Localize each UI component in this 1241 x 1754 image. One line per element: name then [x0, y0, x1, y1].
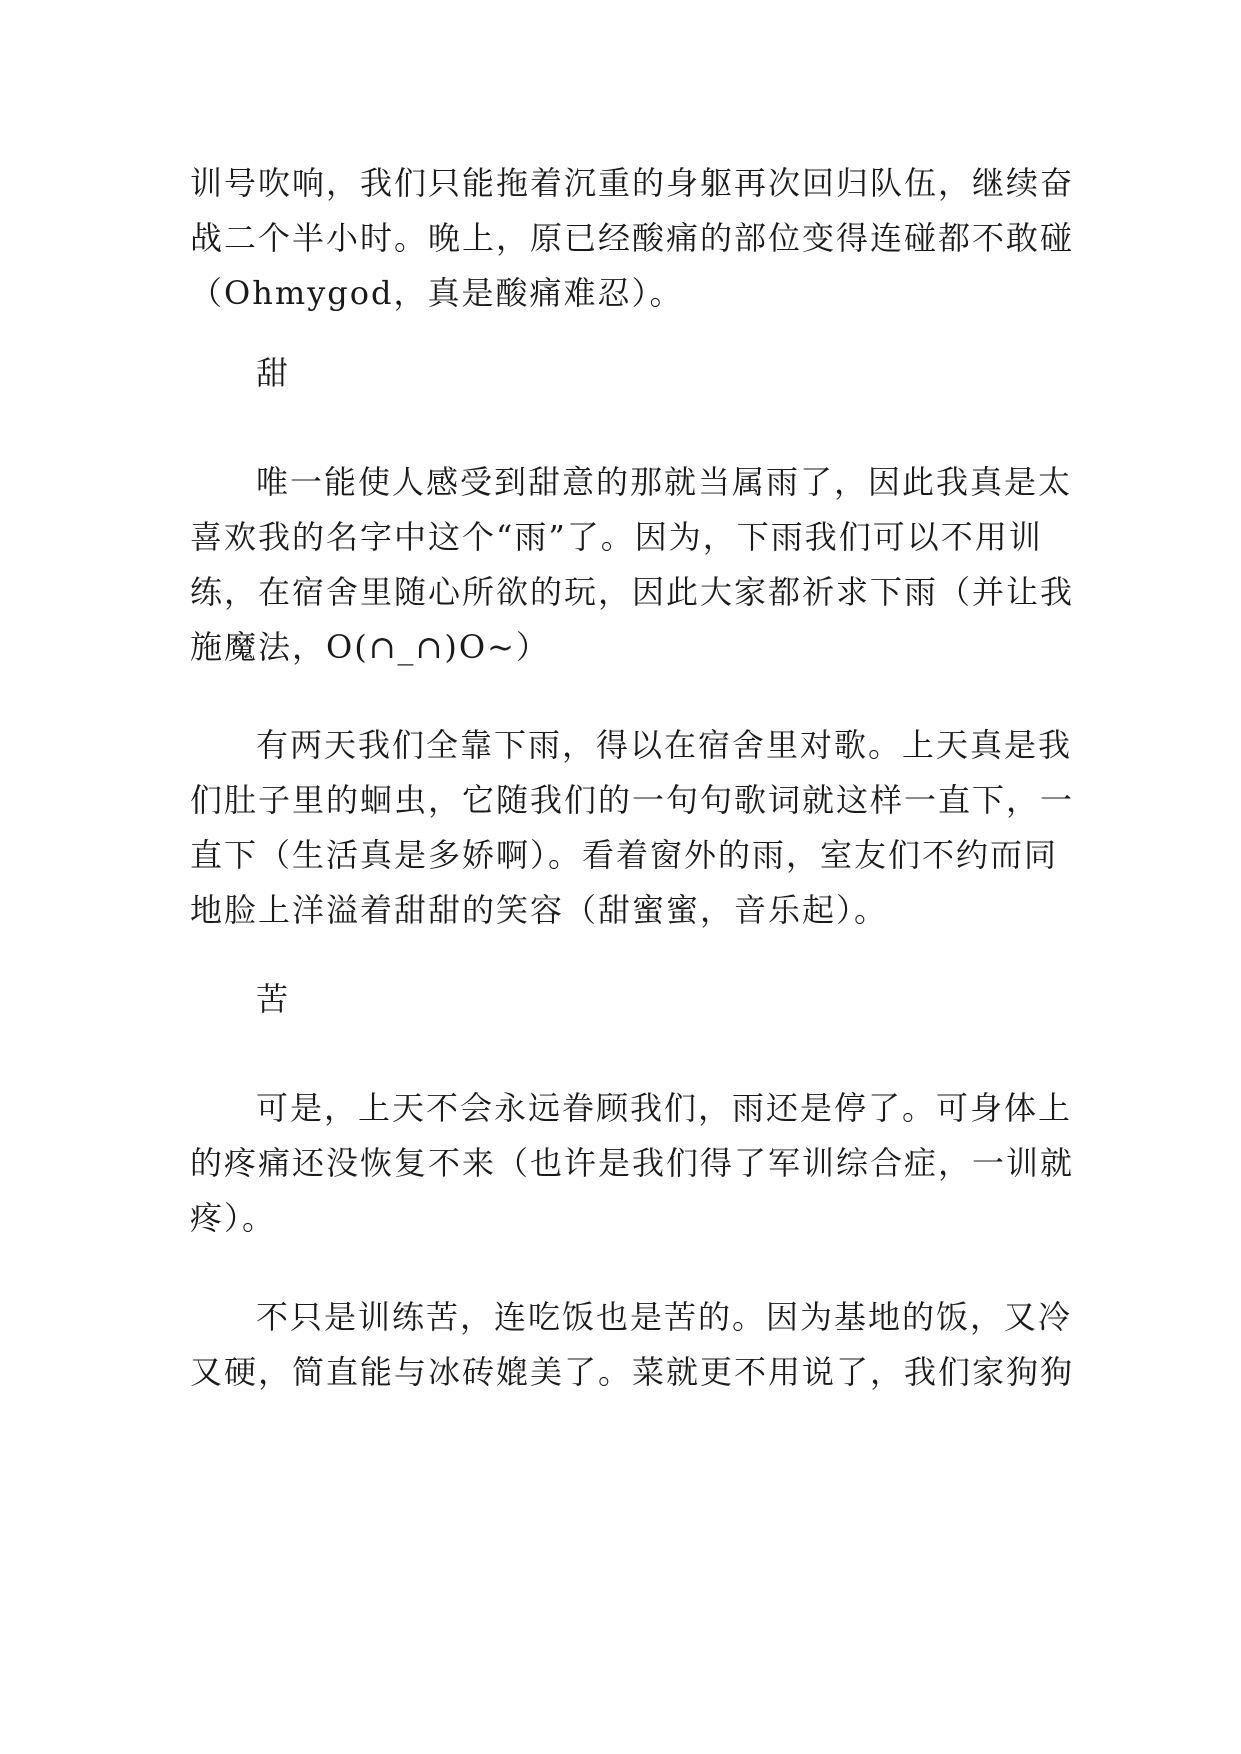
paragraph-line: 唯一能使人感受到甜意的那就当属雨了，因此我真是太 — [256, 463, 1073, 501]
section-heading: 甜 — [256, 354, 291, 392]
paragraph-5 — [190, 1290, 1075, 1400]
paragraph-line: 直下（生活真是多娇啊）。看着窗外的雨，室友们不约而同 — [190, 836, 1059, 874]
paragraph-line: 战二个半小时。晚上，原已经酸痛的部位变得连碰都不敢碰 — [190, 219, 1075, 257]
section-heading-sweet — [190, 346, 1052, 401]
paragraph-2 — [190, 455, 1075, 675]
paragraph-line: 训号吹响，我们只能拖着沉重的身躯再次回归队伍，继续奋 — [190, 164, 1075, 202]
paragraph-line: 疼）。 — [190, 1199, 277, 1237]
paragraph-line: 施魔法，O(∩_∩)O~） — [190, 628, 550, 666]
paragraph-line: 可是，上天不会永远眷顾我们，雨还是停了。可身体上 — [256, 1089, 1073, 1127]
paragraph-4 — [190, 1081, 1075, 1246]
section-heading-bitter — [190, 972, 1052, 1027]
paragraph-line: 地脸上洋溢着甜甜的笑容（甜蜜蜜，音乐起）。 — [190, 891, 889, 929]
paragraph-line: 练，在宿舍里随心所欲的玩，因此大家都祈求下雨（并让我 — [190, 573, 1075, 611]
paragraph-line: （Ohmygod，真是酸痛难忍）。 — [190, 274, 684, 312]
paragraph-line: 喜欢我的名字中这个“雨”了。因为，下雨我们可以不用训 — [190, 518, 1043, 556]
paragraph-line: 又硬，简直能与冰砖媲美了。菜就更不用说了，我们家狗狗 — [190, 1353, 1075, 1391]
paragraph-line: 的疼痛还没恢复不来（也许是我们得了军训综合症，一训就 — [190, 1144, 1075, 1182]
paragraph-line: 不只是训练苦，连吃饭也是苦的。因为基地的饭，又冷 — [256, 1298, 1073, 1336]
paragraph-3 — [190, 718, 1075, 938]
section-heading: 苦 — [256, 980, 291, 1018]
paragraph-line: 们肚子里的蛔虫，它随我们的一句句歌词就这样一直下，一 — [190, 781, 1075, 819]
paragraph-1 — [190, 156, 1075, 321]
paragraph-line: 有两天我们全靠下雨，得以在宿舍里对歌。上天真是我 — [256, 726, 1073, 764]
